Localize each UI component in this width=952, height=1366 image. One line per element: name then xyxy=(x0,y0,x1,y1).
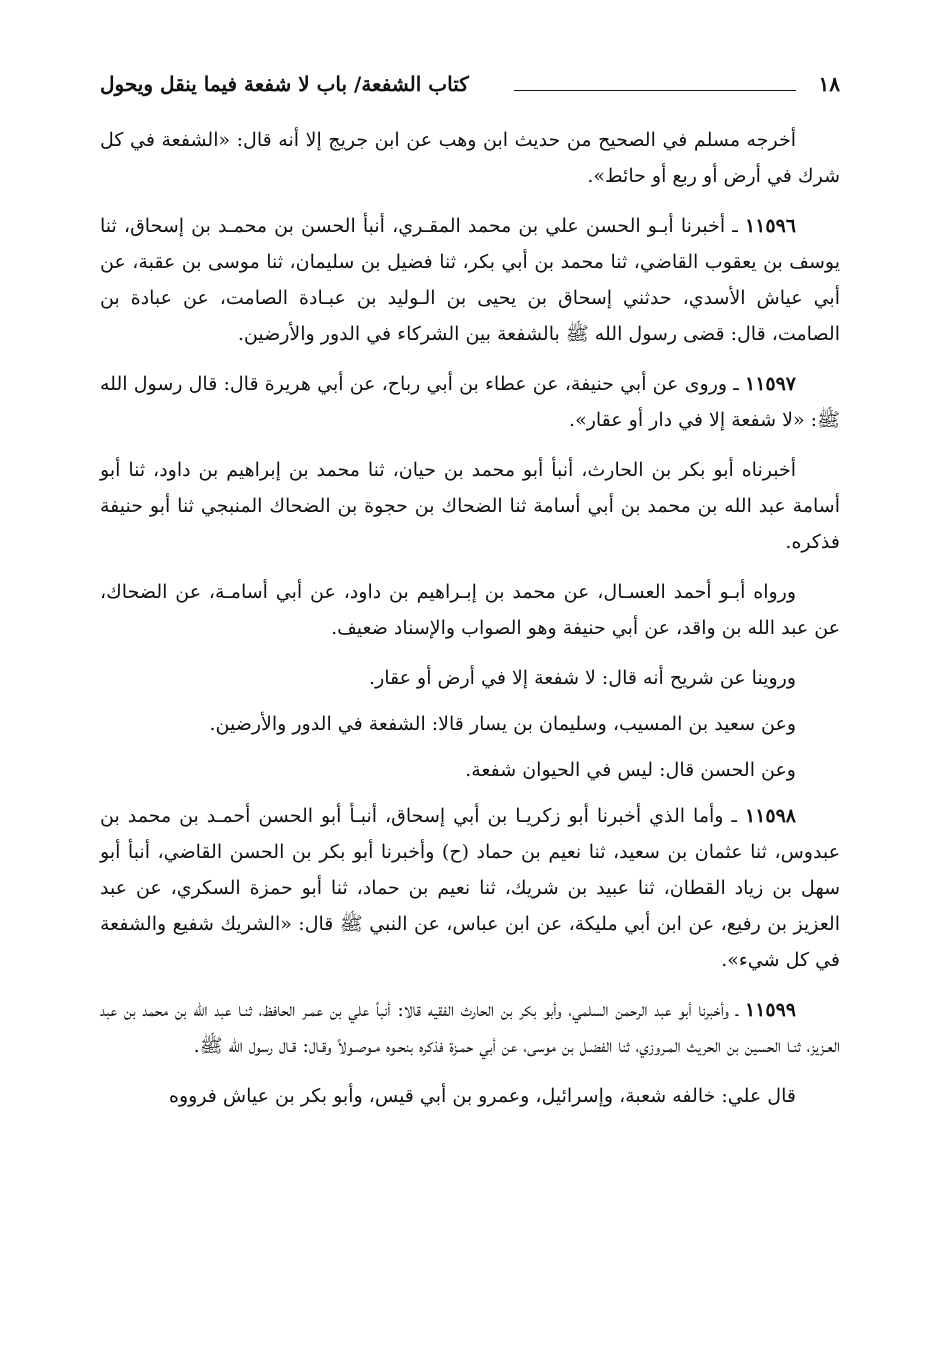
hadith-paragraph xyxy=(100,366,840,438)
hadith-paragraph xyxy=(100,992,840,1064)
paragraph xyxy=(100,660,840,696)
hadith-paragraph xyxy=(100,208,840,352)
paragraph-text: وعن الحسن قال: ليس في الحيوان شفعة. xyxy=(465,759,796,781)
page-number: ١٨ xyxy=(818,72,840,96)
paragraph-text: ـ وأخبرنا أبو عبد الرحمن السلمي، وأبو بكر بن الحارث الفقيه قالا: أنبأ علي بن عمـر الحافظ، ثنـا عبد الله بن محمد بن عبد العـزيز، ثنـا الحسين بن الحريث المـروزي، ثنا الفضـل بن موسى، عن أبي حمـزة فذكره بنحـوه مـوصـولاً وقـال: قـال رسول الله ﷺ. xyxy=(100,999,840,1057)
paragraph-text: ورواه أبـو أحمد العسـال، عن محمد بن إبـراهيم بن داود، عن أبي أسامـة، عن الضحاك، عن عبد الله بن واقد، عن أبي حنيفة وهو الصواب والإسناد ضعيف. xyxy=(100,581,840,639)
hadith-number: ١١٥٩٩ xyxy=(744,999,796,1021)
paragraph-text: قال علي: خالفه شعبة، وإسرائيل، وعمرو بن أبي قيس، وأبو بكر بن عياش فرووه xyxy=(169,1085,796,1107)
paragraph-text: ـ أخبرنا أبـو الحسن علي بن محمد المقـري، أنبأ الحسن بن محمـد بن إسحاق، ثنا يوسف بن يعقوب القاضي، ثنا محمد بن أبي بكر، ثنا فضيل بن سليمان، ثنا موسى بن عقبة، عن أبي عياش الأسدي، حدثني إسحاق بن يحيى بن الـوليد بن عبـادة الصامت، عن عبادة بن الصامت، قال: قضى رسول الله ﷺ بالشفعة بين الشركاء في الدور والأرضين. xyxy=(100,215,840,345)
paragraph-text: ـ وأما الذي أخبرنا أبو زكريـا بن أبي إسحاق، أنبـأ أبو الحسن أحمـد بن محمد بن عبدوس، ثنا عثمان بن سعيد، ثنا نعيم بن حماد (ح) وأخبرنا أبو بكر بن الحسن القاضي، أنبأ أبو سهل بن زياد القطان، ثنا عبيد بن شريك، ثنا نعيم بن حماد، ثنا أبو حمزة السكري، عن عبد العزيز بن رفيع، عن ابن أبي مليكة، عن ابن عباس، عن النبي ﷺ قال: «الشريك شفيع والشفعة في كل شيء». xyxy=(100,805,840,971)
paragraph-text: ـ وروى عن أبي حنيفة، عن عطاء بن أبي رباح، عن أبي هريرة قال: قال رسول الله ﷺ: «لا شفعة إلا في دار أو عقار». xyxy=(100,373,840,431)
paragraph xyxy=(100,706,840,742)
page xyxy=(100,70,840,1128)
paragraph-text: وعن سعيد بن المسيب، وسليمان بن يسار قالا: الشفعة في الدور والأرضين. xyxy=(209,713,796,735)
hadith-number: ١١٥٩٨ xyxy=(744,805,796,827)
paragraph xyxy=(100,574,840,646)
hadith-number: ١١٥٩٦ xyxy=(744,215,796,237)
paragraph-text: أخبرناه أبو بكر بن الحارث، أنبأ أبو محمد بن حيان، ثنا محمد بن إبراهيم بن داود، ثنا أبو أسامة عبد الله بن محمد بن أبي أسامة ثنا الضحاك بن حجوة بن الضحاك المنبجي ثنا أبو حنيفة فذكره. xyxy=(100,459,840,553)
paragraph-text: وروينا عن شريح أنه قال: لا شفعة إلا في أرض أو عقار. xyxy=(369,667,796,689)
paragraph xyxy=(100,752,840,788)
header-rule xyxy=(514,90,796,91)
paragraph-text: أخرجه مسلم في الصحيح من حديث ابن وهب عن ابن جريج إلا أنه قال: «الشفعة في كل شرك في أرض أو ربع أو حائط». xyxy=(100,129,840,187)
running-header xyxy=(100,70,840,106)
chapter-title: كتاب الشفعة/ باب لا شفعة فيما ينقل ويحول xyxy=(100,72,469,96)
paragraph xyxy=(100,1078,840,1114)
hadith-number: ١١٥٩٧ xyxy=(744,373,797,395)
paragraph xyxy=(100,452,840,560)
hadith-paragraph xyxy=(100,798,840,978)
paragraph xyxy=(100,122,840,194)
